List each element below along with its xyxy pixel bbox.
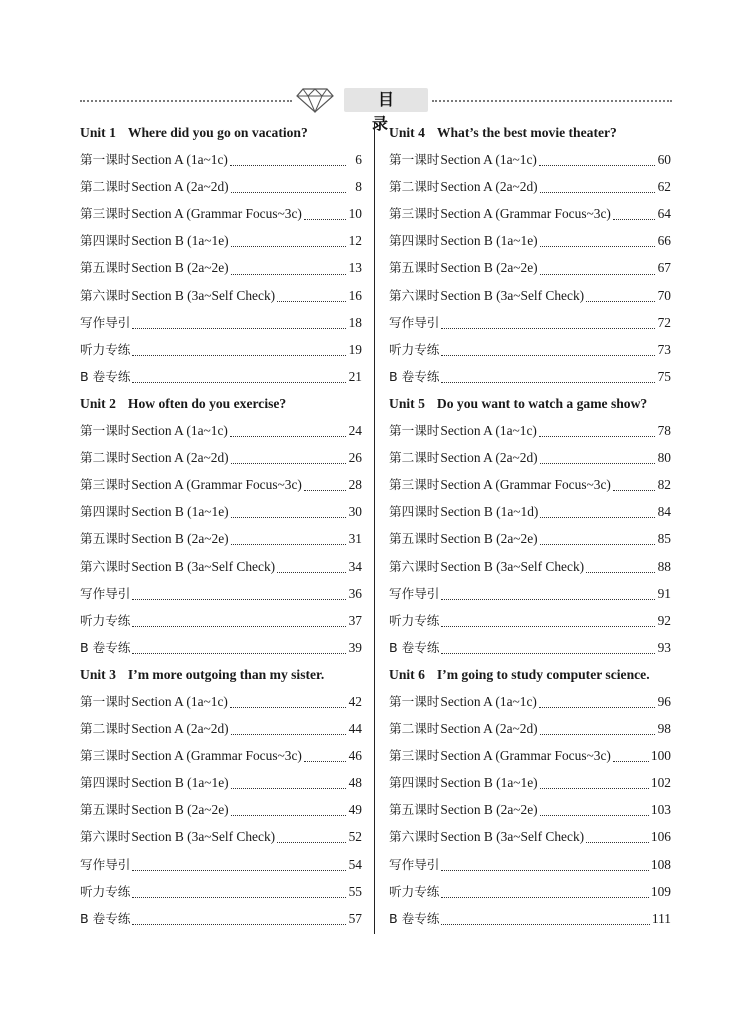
entry-lesson-label: 第二课时	[389, 450, 440, 466]
page-number: 62	[657, 179, 671, 195]
entry-section-label: Section A (2a~2d)	[440, 721, 538, 737]
page-number: 34	[348, 558, 362, 574]
entry-lesson-label: 第六课时	[389, 829, 440, 845]
entry-section-label: Section B (3a~Self Check)	[131, 287, 276, 303]
unit-number: Unit 3	[80, 666, 116, 682]
page-number: 60	[657, 152, 671, 168]
page-number: 80	[657, 450, 671, 466]
page-number: 64	[657, 206, 671, 222]
toc-entry[interactable]	[389, 854, 671, 881]
page-number: 111	[651, 910, 671, 926]
dot-leader	[277, 570, 346, 573]
entry-section-label: Section B (3a~Self Check)	[131, 829, 276, 845]
entry-lesson-label: 第六课时	[80, 287, 131, 303]
entry-lesson-label: 第三课时	[389, 748, 440, 764]
toc-entry[interactable]	[80, 583, 362, 610]
dot-leader	[540, 190, 655, 193]
entry-section-label: Section A (Grammar Focus~3c)	[440, 206, 611, 222]
dot-leader	[441, 922, 649, 925]
entry-lesson-label: 第四课时	[389, 233, 440, 249]
toc-entry[interactable]	[80, 745, 362, 772]
entry-section-label: Section B (3a~Self Check)	[440, 829, 585, 845]
unit-number: Unit 4	[389, 125, 425, 140]
entry-section-label: Section A (2a~2d)	[131, 179, 229, 195]
toc-entry[interactable]	[80, 854, 362, 881]
dot-leader	[441, 651, 655, 654]
page-number: 8	[355, 179, 362, 195]
dot-leader	[231, 190, 346, 193]
page-number: 19	[348, 341, 362, 357]
unit-heading[interactable]	[389, 122, 671, 149]
unit-number: Unit 2	[80, 395, 116, 411]
page-number: 84	[657, 504, 671, 520]
entry-section-label: Section B (3a~Self Check)	[131, 558, 276, 574]
dot-leader	[441, 326, 655, 329]
page-number: 12	[348, 233, 362, 249]
toc-entry[interactable]	[80, 312, 362, 339]
entry-lesson-label: 第五课时	[80, 260, 131, 276]
dot-leader	[613, 217, 655, 220]
unit-title: Where did you go on vacation?	[127, 125, 308, 140]
dot-leader	[132, 624, 346, 627]
page-number: 39	[348, 639, 362, 655]
entry-lesson-label: 第三课时	[389, 206, 440, 222]
page-number: 78	[657, 423, 671, 439]
unit-number: Unit 6	[389, 666, 425, 682]
dot-leader	[231, 515, 346, 518]
entry-section-label: Section A (2a~2d)	[440, 179, 538, 195]
page-number: 18	[348, 314, 362, 330]
dot-leader	[586, 840, 649, 843]
unit-heading[interactable]	[389, 393, 671, 420]
page-number: 96	[657, 693, 671, 709]
toc-entry[interactable]	[80, 691, 362, 718]
toc-entry[interactable]	[80, 474, 362, 501]
unit-heading[interactable]	[80, 122, 362, 149]
entry-lesson-label: 写作导引	[80, 314, 131, 330]
dot-leader	[540, 786, 649, 789]
dot-leader	[441, 895, 649, 898]
page-number: 67	[657, 260, 671, 276]
page-number: 57	[348, 910, 362, 926]
entry-section-label: Section B (2a~2e)	[131, 531, 229, 547]
entry-lesson-label: 第四课时	[80, 233, 131, 249]
page-number: 72	[657, 314, 671, 330]
entry-lesson-label: B 卷专练	[389, 910, 440, 926]
dot-leader	[132, 380, 346, 383]
toc-entry[interactable]	[389, 312, 671, 339]
entry-section-label: Section B (1a~1e)	[440, 233, 538, 249]
dot-leader	[586, 299, 655, 302]
dot-leader	[277, 299, 346, 302]
page-number: 98	[657, 721, 671, 737]
toc-entry[interactable]	[389, 501, 671, 528]
entry-section-label: Section A (2a~2d)	[131, 721, 229, 737]
page-number: 52	[348, 829, 362, 845]
dot-leader	[441, 380, 655, 383]
entry-lesson-label: 听力专练	[80, 883, 131, 899]
toc-entry[interactable]	[389, 826, 671, 853]
toc-entry[interactable]	[389, 881, 671, 908]
entry-lesson-label: B 卷专练	[80, 368, 131, 384]
toc-entry[interactable]	[389, 420, 671, 447]
dot-leader	[277, 840, 346, 843]
entry-lesson-label: 第六课时	[389, 558, 440, 574]
page-number: 93	[657, 639, 671, 655]
page-number: 13	[348, 260, 362, 276]
page-number: 31	[348, 531, 362, 547]
entry-section-label: Section B (1a~1e)	[131, 504, 229, 520]
entry-lesson-label: 第四课时	[80, 775, 131, 791]
toc-entry[interactable]	[389, 745, 671, 772]
toc-entry[interactable]	[80, 339, 362, 366]
page-number: 30	[348, 504, 362, 520]
toc-entry[interactable]	[80, 556, 362, 583]
entry-lesson-label: 第四课时	[389, 775, 440, 791]
toc-entry[interactable]	[389, 610, 671, 637]
page-number: 85	[657, 531, 671, 547]
entry-lesson-label: 写作导引	[80, 585, 131, 601]
entry-lesson-label: 第六课时	[80, 558, 131, 574]
unit-heading[interactable]	[80, 664, 362, 691]
page-number: 10	[348, 206, 362, 222]
entry-lesson-label: 第五课时	[389, 531, 440, 547]
entry-section-label: Section B (2a~2e)	[440, 260, 538, 276]
entry-lesson-label: 第二课时	[389, 179, 440, 195]
dot-leader	[132, 353, 346, 356]
dot-leader	[539, 434, 655, 437]
entry-lesson-label: 第二课时	[80, 179, 131, 195]
entry-lesson-label: 第三课时	[80, 477, 131, 493]
page-number: 55	[348, 883, 362, 899]
dot-leader	[132, 326, 346, 329]
dot-leader	[613, 759, 649, 762]
entry-lesson-label: 听力专练	[80, 612, 131, 628]
toc-entry[interactable]	[80, 610, 362, 637]
dot-leader	[540, 542, 655, 545]
dot-leader	[540, 813, 649, 816]
toc-entry[interactable]	[80, 285, 362, 312]
page-number: 44	[348, 721, 362, 737]
column-divider	[374, 122, 375, 934]
entry-section-label: Section B (1a~1e)	[131, 233, 229, 249]
entry-lesson-label: 第一课时	[389, 693, 440, 709]
toc-entry[interactable]	[389, 691, 671, 718]
entry-section-label: Section A (1a~1c)	[131, 423, 228, 439]
entry-lesson-label: 写作导引	[389, 314, 440, 330]
toc-entry[interactable]	[389, 149, 671, 176]
dot-leader	[231, 732, 346, 735]
entry-section-label: Section B (2a~2e)	[131, 802, 229, 818]
page-number: 91	[657, 585, 671, 601]
page-number: 108	[650, 856, 671, 872]
dot-leader	[231, 813, 346, 816]
toc-entry[interactable]	[80, 881, 362, 908]
dot-leader	[231, 272, 346, 275]
entry-section-label: Section A (2a~2d)	[131, 450, 229, 466]
page-number: 36	[348, 585, 362, 601]
toc-column-left	[80, 122, 362, 935]
page-number: 92	[657, 612, 671, 628]
page-number: 103	[650, 802, 671, 818]
toc-entry[interactable]	[389, 583, 671, 610]
entry-section-label: Section A (Grammar Focus~3c)	[440, 748, 611, 764]
entry-section-label: Section A (1a~1c)	[131, 693, 228, 709]
toc-entry[interactable]	[80, 366, 362, 393]
page-number: 42	[348, 693, 362, 709]
page-number: 21	[348, 368, 362, 384]
toc-entry[interactable]	[80, 772, 362, 799]
toc-entry[interactable]	[389, 528, 671, 555]
entry-section-label: Section A (1a~1c)	[440, 152, 537, 168]
page-number: 82	[657, 477, 671, 493]
dot-leader	[230, 705, 346, 708]
entry-lesson-label: 听力专练	[80, 341, 131, 357]
dot-leader	[304, 759, 346, 762]
page-number: 37	[348, 612, 362, 628]
dot-leader	[540, 461, 655, 464]
entry-section-label: Section B (1a~1e)	[131, 775, 229, 791]
entry-lesson-label: B 卷专练	[389, 368, 440, 384]
page-number: 88	[657, 558, 671, 574]
entry-section-label: Section B (2a~2e)	[440, 531, 538, 547]
entry-lesson-label: 第二课时	[80, 721, 131, 737]
entry-lesson-label: 第六课时	[80, 829, 131, 845]
toc-entry[interactable]	[80, 176, 362, 203]
entry-lesson-label: 听力专练	[389, 612, 440, 628]
entry-lesson-label: 第三课时	[389, 477, 440, 493]
toc-entry[interactable]	[389, 257, 671, 284]
page-number: 49	[348, 802, 362, 818]
toc-entry[interactable]	[80, 637, 362, 664]
entry-lesson-label: 写作导引	[389, 856, 440, 872]
unit-number: Unit 5	[389, 395, 425, 411]
dot-leader	[540, 244, 655, 247]
toc-entry[interactable]	[389, 799, 671, 826]
entry-section-label: Section B (2a~2e)	[440, 802, 538, 818]
entry-lesson-label: B 卷专练	[80, 639, 131, 655]
entry-section-label: Section B (1a~1e)	[440, 775, 538, 791]
dot-leader	[539, 163, 655, 166]
unit-title: I’m going to study computer science.	[436, 666, 650, 682]
dot-leader	[132, 597, 346, 600]
entry-lesson-label: 第一课时	[389, 152, 440, 168]
page-number: 102	[650, 775, 671, 791]
dot-leader	[231, 244, 346, 247]
page-number: 75	[657, 368, 671, 384]
toc-entry[interactable]	[389, 637, 671, 664]
dot-leader	[231, 461, 346, 464]
entry-lesson-label: 听力专练	[389, 341, 440, 357]
page-number: 16	[348, 287, 362, 303]
dot-leader	[132, 651, 346, 654]
entry-lesson-label: B 卷专练	[389, 639, 440, 655]
entry-lesson-label: 第一课时	[389, 423, 440, 439]
unit-heading[interactable]	[389, 664, 671, 691]
toc-entry[interactable]	[389, 339, 671, 366]
entry-lesson-label: 第一课时	[80, 152, 131, 168]
dot-leader	[613, 488, 655, 491]
dot-leader	[441, 624, 655, 627]
entry-lesson-label: 第一课时	[80, 423, 131, 439]
header-dotted-rule-right	[432, 100, 672, 102]
toc-entry[interactable]	[80, 203, 362, 230]
entry-lesson-label: 第一课时	[80, 693, 131, 709]
toc-entry[interactable]	[389, 474, 671, 501]
unit-title: What’s the best movie theater?	[436, 125, 617, 140]
dot-leader	[539, 705, 655, 708]
entry-section-label: Section B (3a~Self Check)	[440, 287, 585, 303]
dot-leader	[540, 272, 655, 275]
dot-leader	[540, 515, 655, 518]
dot-leader	[304, 488, 346, 491]
toc-entry[interactable]	[80, 501, 362, 528]
entry-section-label: Section A (1a~1c)	[131, 152, 228, 168]
page-number: 73	[657, 341, 671, 357]
entry-section-label: Section A (Grammar Focus~3c)	[440, 477, 611, 493]
toc-entry[interactable]	[80, 799, 362, 826]
entry-lesson-label: 第二课时	[80, 450, 131, 466]
toc-entry[interactable]	[80, 420, 362, 447]
dot-leader	[132, 922, 346, 925]
page-number: 54	[348, 856, 362, 872]
toc-entry[interactable]	[80, 528, 362, 555]
entry-section-label: Section B (1a~1d)	[440, 504, 539, 520]
toc-entry[interactable]	[80, 257, 362, 284]
toc-entry[interactable]	[80, 149, 362, 176]
unit-title: I’m more outgoing than my sister.	[127, 666, 325, 682]
page-number: 26	[348, 450, 362, 466]
page-number: 66	[657, 233, 671, 249]
entry-lesson-label: 听力专练	[389, 883, 440, 899]
dot-leader	[132, 868, 346, 871]
entry-section-label: Section A (1a~1c)	[440, 423, 537, 439]
entry-section-label: Section B (3a~Self Check)	[440, 558, 585, 574]
entry-section-label: Section B (2a~2e)	[131, 260, 229, 276]
toc-entry[interactable]	[389, 447, 671, 474]
toc-entry[interactable]	[80, 908, 362, 935]
entry-lesson-label: 第五课时	[389, 802, 440, 818]
toc-entry[interactable]	[389, 285, 671, 312]
toc-entry[interactable]	[389, 176, 671, 203]
unit-title: How often do you exercise?	[127, 395, 287, 411]
page-number: 100	[650, 748, 671, 764]
entry-lesson-label: 第三课时	[80, 748, 131, 764]
page-number: 24	[348, 423, 362, 439]
toc-entry[interactable]	[80, 826, 362, 853]
toc-entry[interactable]	[389, 203, 671, 230]
toc-entry[interactable]	[389, 366, 671, 393]
toc-entry[interactable]	[389, 908, 671, 935]
dot-leader	[441, 353, 655, 356]
unit-number: Unit 1	[80, 125, 116, 140]
page-number: 6	[355, 152, 362, 168]
page-number: 70	[657, 287, 671, 303]
entry-lesson-label: 第五课时	[80, 531, 131, 547]
dot-leader	[231, 786, 346, 789]
dot-leader	[231, 542, 346, 545]
entry-section-label: Section A (Grammar Focus~3c)	[131, 748, 302, 764]
toc-entry[interactable]	[389, 556, 671, 583]
diamond-icon	[296, 87, 334, 113]
dot-leader	[230, 434, 346, 437]
unit-title: Do you want to watch a game show?	[436, 395, 648, 411]
toc-entry[interactable]	[80, 718, 362, 745]
unit-heading[interactable]	[80, 393, 362, 420]
page-number: 46	[348, 748, 362, 764]
entry-lesson-label: 第六课时	[389, 287, 440, 303]
entry-lesson-label: B 卷专练	[80, 910, 131, 926]
dot-leader	[304, 217, 346, 220]
toc-entry[interactable]	[389, 772, 671, 799]
entry-lesson-label: 第五课时	[389, 260, 440, 276]
page-number: 106	[650, 829, 671, 845]
entry-section-label: Section A (2a~2d)	[440, 450, 538, 466]
toc-entry[interactable]	[80, 230, 362, 257]
dot-leader	[441, 597, 655, 600]
header-dotted-rule-left	[80, 100, 292, 102]
entry-lesson-label: 写作导引	[80, 856, 131, 872]
page-title: 目 录	[344, 88, 428, 112]
entry-lesson-label: 第四课时	[389, 504, 440, 520]
dot-leader	[586, 570, 655, 573]
entry-section-label: Section A (Grammar Focus~3c)	[131, 477, 302, 493]
dot-leader	[540, 732, 655, 735]
entry-lesson-label: 第三课时	[80, 206, 131, 222]
dot-leader	[230, 163, 346, 166]
dot-leader	[441, 868, 649, 871]
entry-lesson-label: 写作导引	[389, 585, 440, 601]
entry-lesson-label: 第四课时	[80, 504, 131, 520]
toc-entry[interactable]	[80, 447, 362, 474]
entry-section-label: Section A (1a~1c)	[440, 693, 537, 709]
toc-entry[interactable]	[389, 230, 671, 257]
page-number: 28	[348, 477, 362, 493]
entry-lesson-label: 第五课时	[80, 802, 131, 818]
entry-lesson-label: 第二课时	[389, 721, 440, 737]
dot-leader	[132, 895, 346, 898]
toc-entry[interactable]	[389, 718, 671, 745]
toc-column-right	[389, 122, 671, 935]
entry-section-label: Section A (Grammar Focus~3c)	[131, 206, 302, 222]
page-number: 48	[348, 775, 362, 791]
page-number: 109	[650, 883, 671, 899]
